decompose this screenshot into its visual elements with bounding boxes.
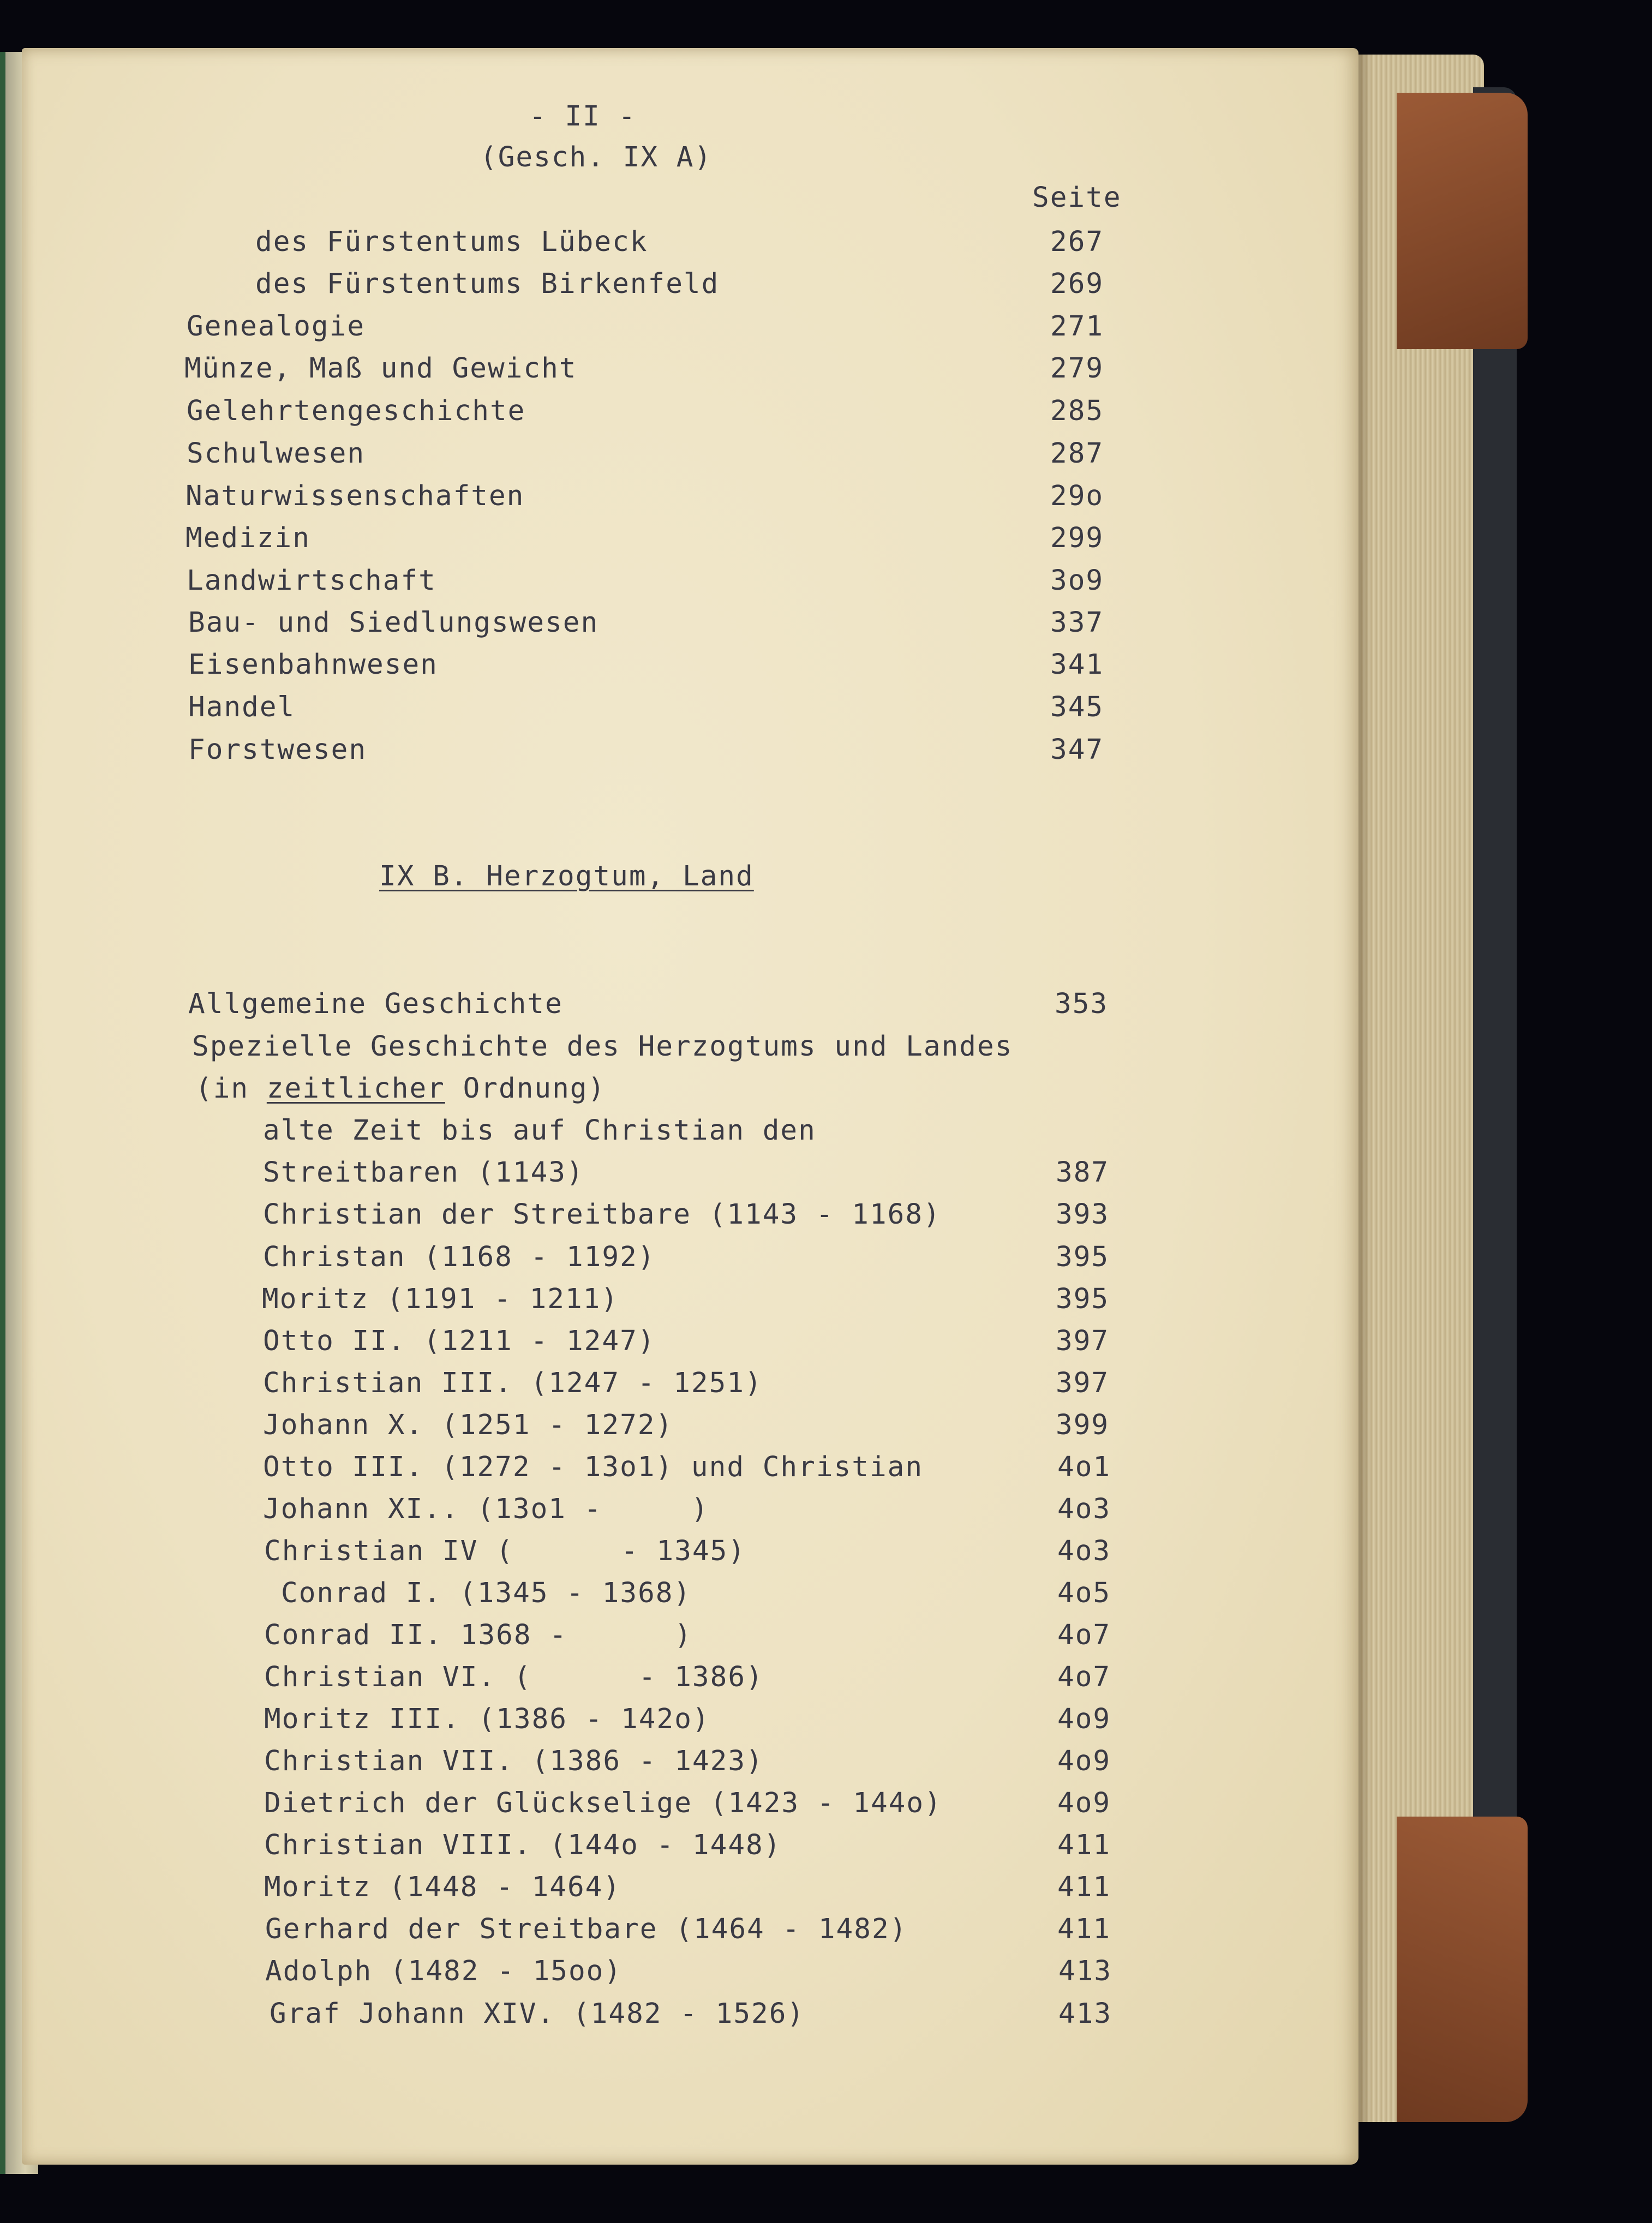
list-item-page: 4o9 bbox=[1057, 1787, 1111, 1819]
list-item-title: Conrad I. (1345 - 1368) bbox=[281, 1577, 692, 1609]
list-item-title: Dietrich der Glückselige (1423 - 144o) bbox=[264, 1787, 942, 1819]
list-item-page: 397 bbox=[1056, 1325, 1110, 1357]
list-item-page: 285 bbox=[1050, 395, 1104, 427]
list-item-title: Johann X. (1251 - 1272) bbox=[263, 1409, 674, 1441]
list-item-title: Christian VII. (1386 - 1423) bbox=[264, 1745, 764, 1777]
list-item-page: 4o9 bbox=[1057, 1703, 1111, 1735]
list-item-title: Gerhard der Streitbare (1464 - 1482) bbox=[265, 1913, 908, 1945]
list-item-title: Christian IV ( - 1345) bbox=[264, 1535, 746, 1567]
list-item-title: Otto II. (1211 - 1247) bbox=[263, 1325, 656, 1357]
list-item-page: 299 bbox=[1050, 522, 1104, 554]
list-item-page: 4o9 bbox=[1057, 1745, 1111, 1777]
list-item-title: Naturwissenschaften bbox=[185, 480, 525, 512]
list-item-page: 4o3 bbox=[1057, 1535, 1111, 1567]
list-item-title: Adolph (1482 - 15oo) bbox=[265, 1955, 623, 1987]
list-item-title: Christian VI. ( - 1386) bbox=[264, 1661, 764, 1693]
general-history-page: 353 bbox=[1055, 988, 1109, 1020]
list-item-page: 4o7 bbox=[1057, 1661, 1111, 1693]
list-item-title: Johann XI.. (13o1 - ) bbox=[263, 1493, 709, 1525]
list-item-title: Schulwesen bbox=[187, 438, 366, 470]
list-item-page: 397 bbox=[1056, 1367, 1110, 1399]
list-item-title: Münze, Maß und Gewicht bbox=[184, 352, 577, 385]
list-item-title: Christan (1168 - 1192) bbox=[263, 1241, 656, 1273]
list-item-page: 271 bbox=[1050, 310, 1104, 343]
list-item-page: 413 bbox=[1058, 1955, 1112, 1987]
list-item-page: 3o9 bbox=[1050, 565, 1104, 597]
list-item-page: 395 bbox=[1056, 1283, 1110, 1315]
list-item-page: 413 bbox=[1058, 1998, 1112, 2030]
list-item-title: Christian VIII. (144o - 1448) bbox=[264, 1829, 782, 1861]
list-item-page: 279 bbox=[1050, 352, 1104, 385]
underlined-word: zeitlicher bbox=[266, 1072, 445, 1105]
list-item-page: 4o5 bbox=[1057, 1577, 1111, 1609]
list-item-page: 347 bbox=[1050, 734, 1104, 766]
list-item-page: 269 bbox=[1050, 268, 1104, 300]
list-item-title: Handel bbox=[188, 691, 296, 723]
list-item-page: 395 bbox=[1056, 1241, 1110, 1273]
list-item-page: 4o3 bbox=[1057, 1493, 1111, 1525]
page-number: - II - bbox=[529, 100, 637, 133]
special-history-heading: Spezielle Geschichte des Herzogtums und Landes bbox=[192, 1030, 1013, 1063]
general-history-title: Allgemeine Geschichte bbox=[188, 988, 563, 1020]
list-item-page: 287 bbox=[1050, 438, 1104, 470]
list-item-title: Medizin bbox=[185, 522, 310, 554]
early-period-line-2: Streitbaren (1143) bbox=[263, 1157, 584, 1189]
list-item-page: 411 bbox=[1057, 1829, 1111, 1861]
list-item-title: Gelehrtengeschichte bbox=[187, 395, 526, 427]
list-item-title: Otto III. (1272 - 13o1) und Christian bbox=[263, 1451, 924, 1483]
list-item-title: Graf Johann XIV. (1482 - 1526) bbox=[270, 1998, 805, 2030]
list-item-title: Christian III. (1247 - 1251) bbox=[263, 1367, 763, 1399]
list-item-title: Christian der Streitbare (1143 - 1168) bbox=[263, 1199, 941, 1231]
list-item-title: Moritz (1448 - 1464) bbox=[264, 1871, 621, 1903]
list-item-page: 411 bbox=[1057, 1913, 1111, 1945]
list-item-page: 399 bbox=[1056, 1409, 1110, 1441]
list-item-title: Landwirtschaft bbox=[187, 565, 436, 597]
list-item-title: Eisenbahnwesen bbox=[188, 649, 438, 681]
early-period-line-1: alte Zeit bis auf Christian den bbox=[263, 1115, 816, 1147]
special-history-subheading: (in zeitlicher Ordnung) bbox=[195, 1072, 606, 1105]
list-item-title: Bau- und Siedlungswesen bbox=[188, 607, 599, 639]
list-item-title: Conrad II. 1368 - ) bbox=[264, 1619, 692, 1651]
list-item-title: Genealogie bbox=[187, 310, 366, 343]
list-item-page: 337 bbox=[1050, 607, 1104, 639]
section-reference: (Gesch. IX A) bbox=[480, 141, 713, 173]
list-item-title: des Fürstentums Birkenfeld bbox=[255, 268, 720, 300]
list-item-page: 29o bbox=[1050, 480, 1104, 512]
list-item-page: 341 bbox=[1050, 649, 1104, 681]
list-item-page: 345 bbox=[1050, 691, 1104, 723]
list-item-page: 4o7 bbox=[1057, 1619, 1111, 1651]
list-item-page: 393 bbox=[1056, 1199, 1110, 1231]
section-b-heading: IX B. Herzogtum, Land bbox=[379, 860, 754, 892]
list-item-page: 267 bbox=[1050, 226, 1104, 258]
early-period-page: 387 bbox=[1056, 1157, 1110, 1189]
list-item-title: des Fürstentums Lübeck bbox=[255, 226, 648, 258]
list-item-title: Moritz III. (1386 - 142o) bbox=[264, 1703, 710, 1735]
list-item-page: 411 bbox=[1057, 1871, 1111, 1903]
list-item-title: Forstwesen bbox=[188, 734, 367, 766]
list-item-page: 4o1 bbox=[1057, 1451, 1111, 1483]
page-column-label: Seite bbox=[1032, 182, 1122, 214]
list-item-title: Moritz (1191 - 1211) bbox=[262, 1283, 619, 1315]
